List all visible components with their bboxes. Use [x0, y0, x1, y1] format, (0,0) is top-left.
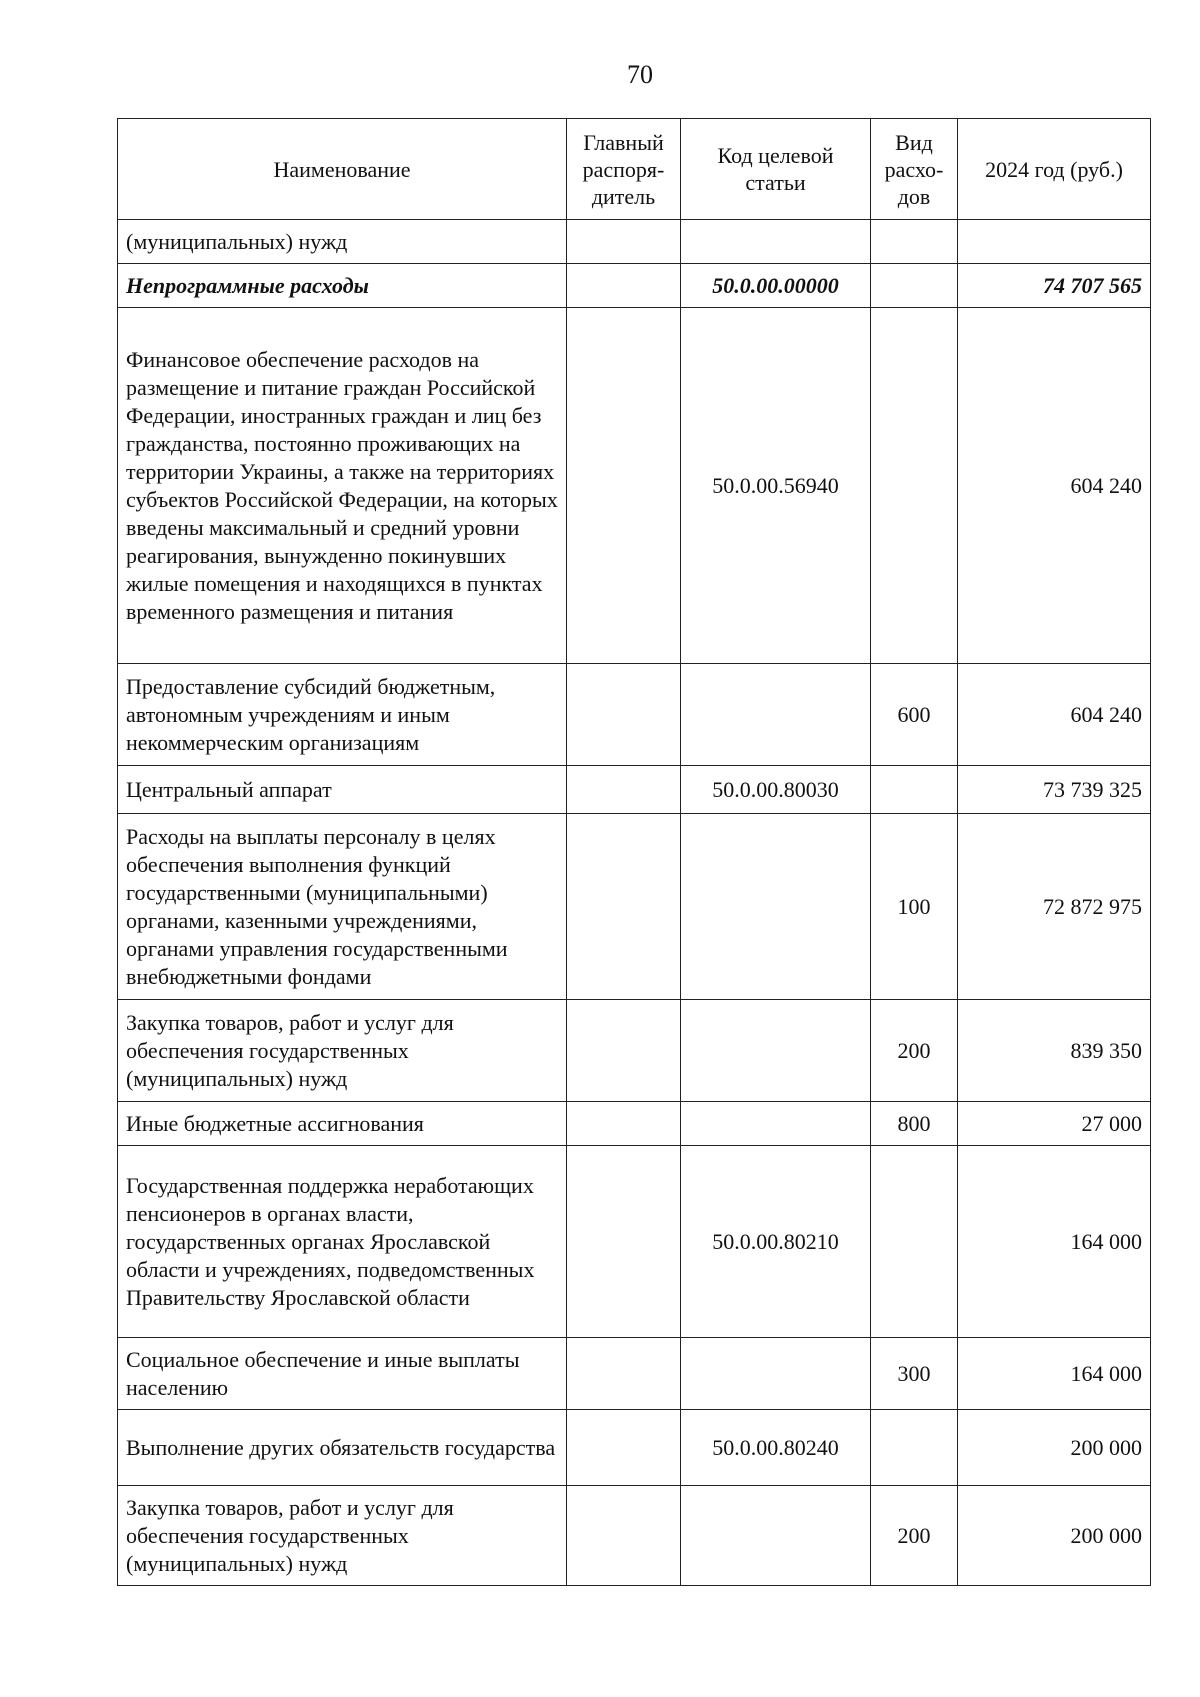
row-type: 200: [871, 1000, 958, 1102]
budget-table: [117, 118, 1151, 1586]
row-type: 800: [871, 1102, 958, 1146]
table-row: [118, 814, 1151, 1000]
table-row: [118, 1000, 1151, 1102]
row-name: Государственная поддержка неработающих пенсионеров в органах власти, государственных органах Ярославской области и учреждениях, подведомственных Правительству Ярославской области: [118, 1146, 567, 1338]
table-row: [118, 1102, 1151, 1146]
row-code: [681, 1102, 871, 1146]
row-name: Социальное обеспечение и иные выплаты населению: [118, 1338, 567, 1410]
table-row: [118, 1338, 1151, 1410]
row-manager: [567, 220, 681, 264]
row-name: Финансовое обеспечение расходов на размещение и питание граждан Российской Федерации, иностранных граждан и лиц без гражданства, постоянно проживающих на территории Украины, а также на территориях субъектов Российской Федерации, на которых введены максимальный и средний уровни реагирования, вынужденно покинувших жилые помещения и находящихся в пунктах временного размещения и питания: [118, 308, 567, 664]
header-manager: Главный распоря-дитель: [567, 119, 681, 220]
row-amount: 604 240: [958, 308, 1151, 664]
header-name: Наименование: [118, 119, 567, 220]
row-name: (муниципальных) нужд: [118, 220, 567, 264]
row-amount: 74 707 565: [958, 264, 1151, 308]
row-manager: [567, 1410, 681, 1486]
row-code: [681, 1486, 871, 1586]
table-row: [118, 1410, 1151, 1486]
row-amount: 604 240: [958, 664, 1151, 766]
row-manager: [567, 1146, 681, 1338]
row-amount: 200 000: [958, 1486, 1151, 1586]
row-name: Расходы на выплаты персоналу в целях обеспечения выполнения функций государственными (муниципальными) органами, казенными учреждениями, органами управления государственными внебюджетными фондами: [118, 814, 567, 1000]
table-row: [118, 220, 1151, 264]
row-code: [681, 1338, 871, 1410]
row-amount: 164 000: [958, 1338, 1151, 1410]
table-row: [118, 766, 1151, 814]
row-manager: [567, 1102, 681, 1146]
header-target-code: Код целевой статьи: [681, 119, 871, 220]
row-name: Непрограммные расходы: [118, 264, 567, 308]
row-name: Иные бюджетные ассигнования: [118, 1102, 567, 1146]
row-amount: [958, 220, 1151, 264]
row-code: [681, 220, 871, 264]
header-year-amount: 2024 год (руб.): [958, 119, 1151, 220]
row-manager: [567, 1338, 681, 1410]
page-number: 70: [627, 60, 653, 89]
row-code: 50.0.00.80240: [681, 1410, 871, 1486]
row-manager: [567, 308, 681, 664]
row-manager: [567, 1486, 681, 1586]
row-type: 100: [871, 814, 958, 1000]
header-expense-type: Вид расхо-дов: [871, 119, 958, 220]
row-manager: [567, 814, 681, 1000]
row-type: [871, 308, 958, 664]
row-type: [871, 1146, 958, 1338]
row-code: 50.0.00.80030: [681, 766, 871, 814]
table-row: [118, 264, 1151, 308]
row-manager: [567, 664, 681, 766]
row-amount: 73 739 325: [958, 766, 1151, 814]
row-code: [681, 1000, 871, 1102]
row-name: Предоставление субсидий бюджетным, автономным учреждениям и иным некоммерческим организациям: [118, 664, 567, 766]
table-row: [118, 1146, 1151, 1338]
row-manager: [567, 766, 681, 814]
row-manager: [567, 1000, 681, 1102]
row-name: Закупка товаров, работ и услуг для обеспечения государственных (муниципальных) нужд: [118, 1486, 567, 1586]
row-name: Центральный аппарат: [118, 766, 567, 814]
row-amount: 27 000: [958, 1102, 1151, 1146]
row-type: [871, 1410, 958, 1486]
row-type: [871, 766, 958, 814]
row-code: [681, 814, 871, 1000]
row-type: 300: [871, 1338, 958, 1410]
row-code: 50.0.00.80210: [681, 1146, 871, 1338]
row-amount: 164 000: [958, 1146, 1151, 1338]
row-code: [681, 664, 871, 766]
row-name: Закупка товаров, работ и услуг для обеспечения государственных (муниципальных) нужд: [118, 1000, 567, 1102]
row-code: 50.0.00.56940: [681, 308, 871, 664]
row-manager: [567, 264, 681, 308]
table-header-row: [118, 119, 1151, 220]
row-type: 600: [871, 664, 958, 766]
row-type: 200: [871, 1486, 958, 1586]
table-row: [118, 1486, 1151, 1586]
table-row: [118, 308, 1151, 664]
row-code: 50.0.00.00000: [681, 264, 871, 308]
row-type: [871, 220, 958, 264]
row-amount: 839 350: [958, 1000, 1151, 1102]
row-name: Выполнение других обязательств государства: [118, 1410, 567, 1486]
row-amount: 72 872 975: [958, 814, 1151, 1000]
row-amount: 200 000: [958, 1410, 1151, 1486]
row-type: [871, 264, 958, 308]
table-row: [118, 664, 1151, 766]
